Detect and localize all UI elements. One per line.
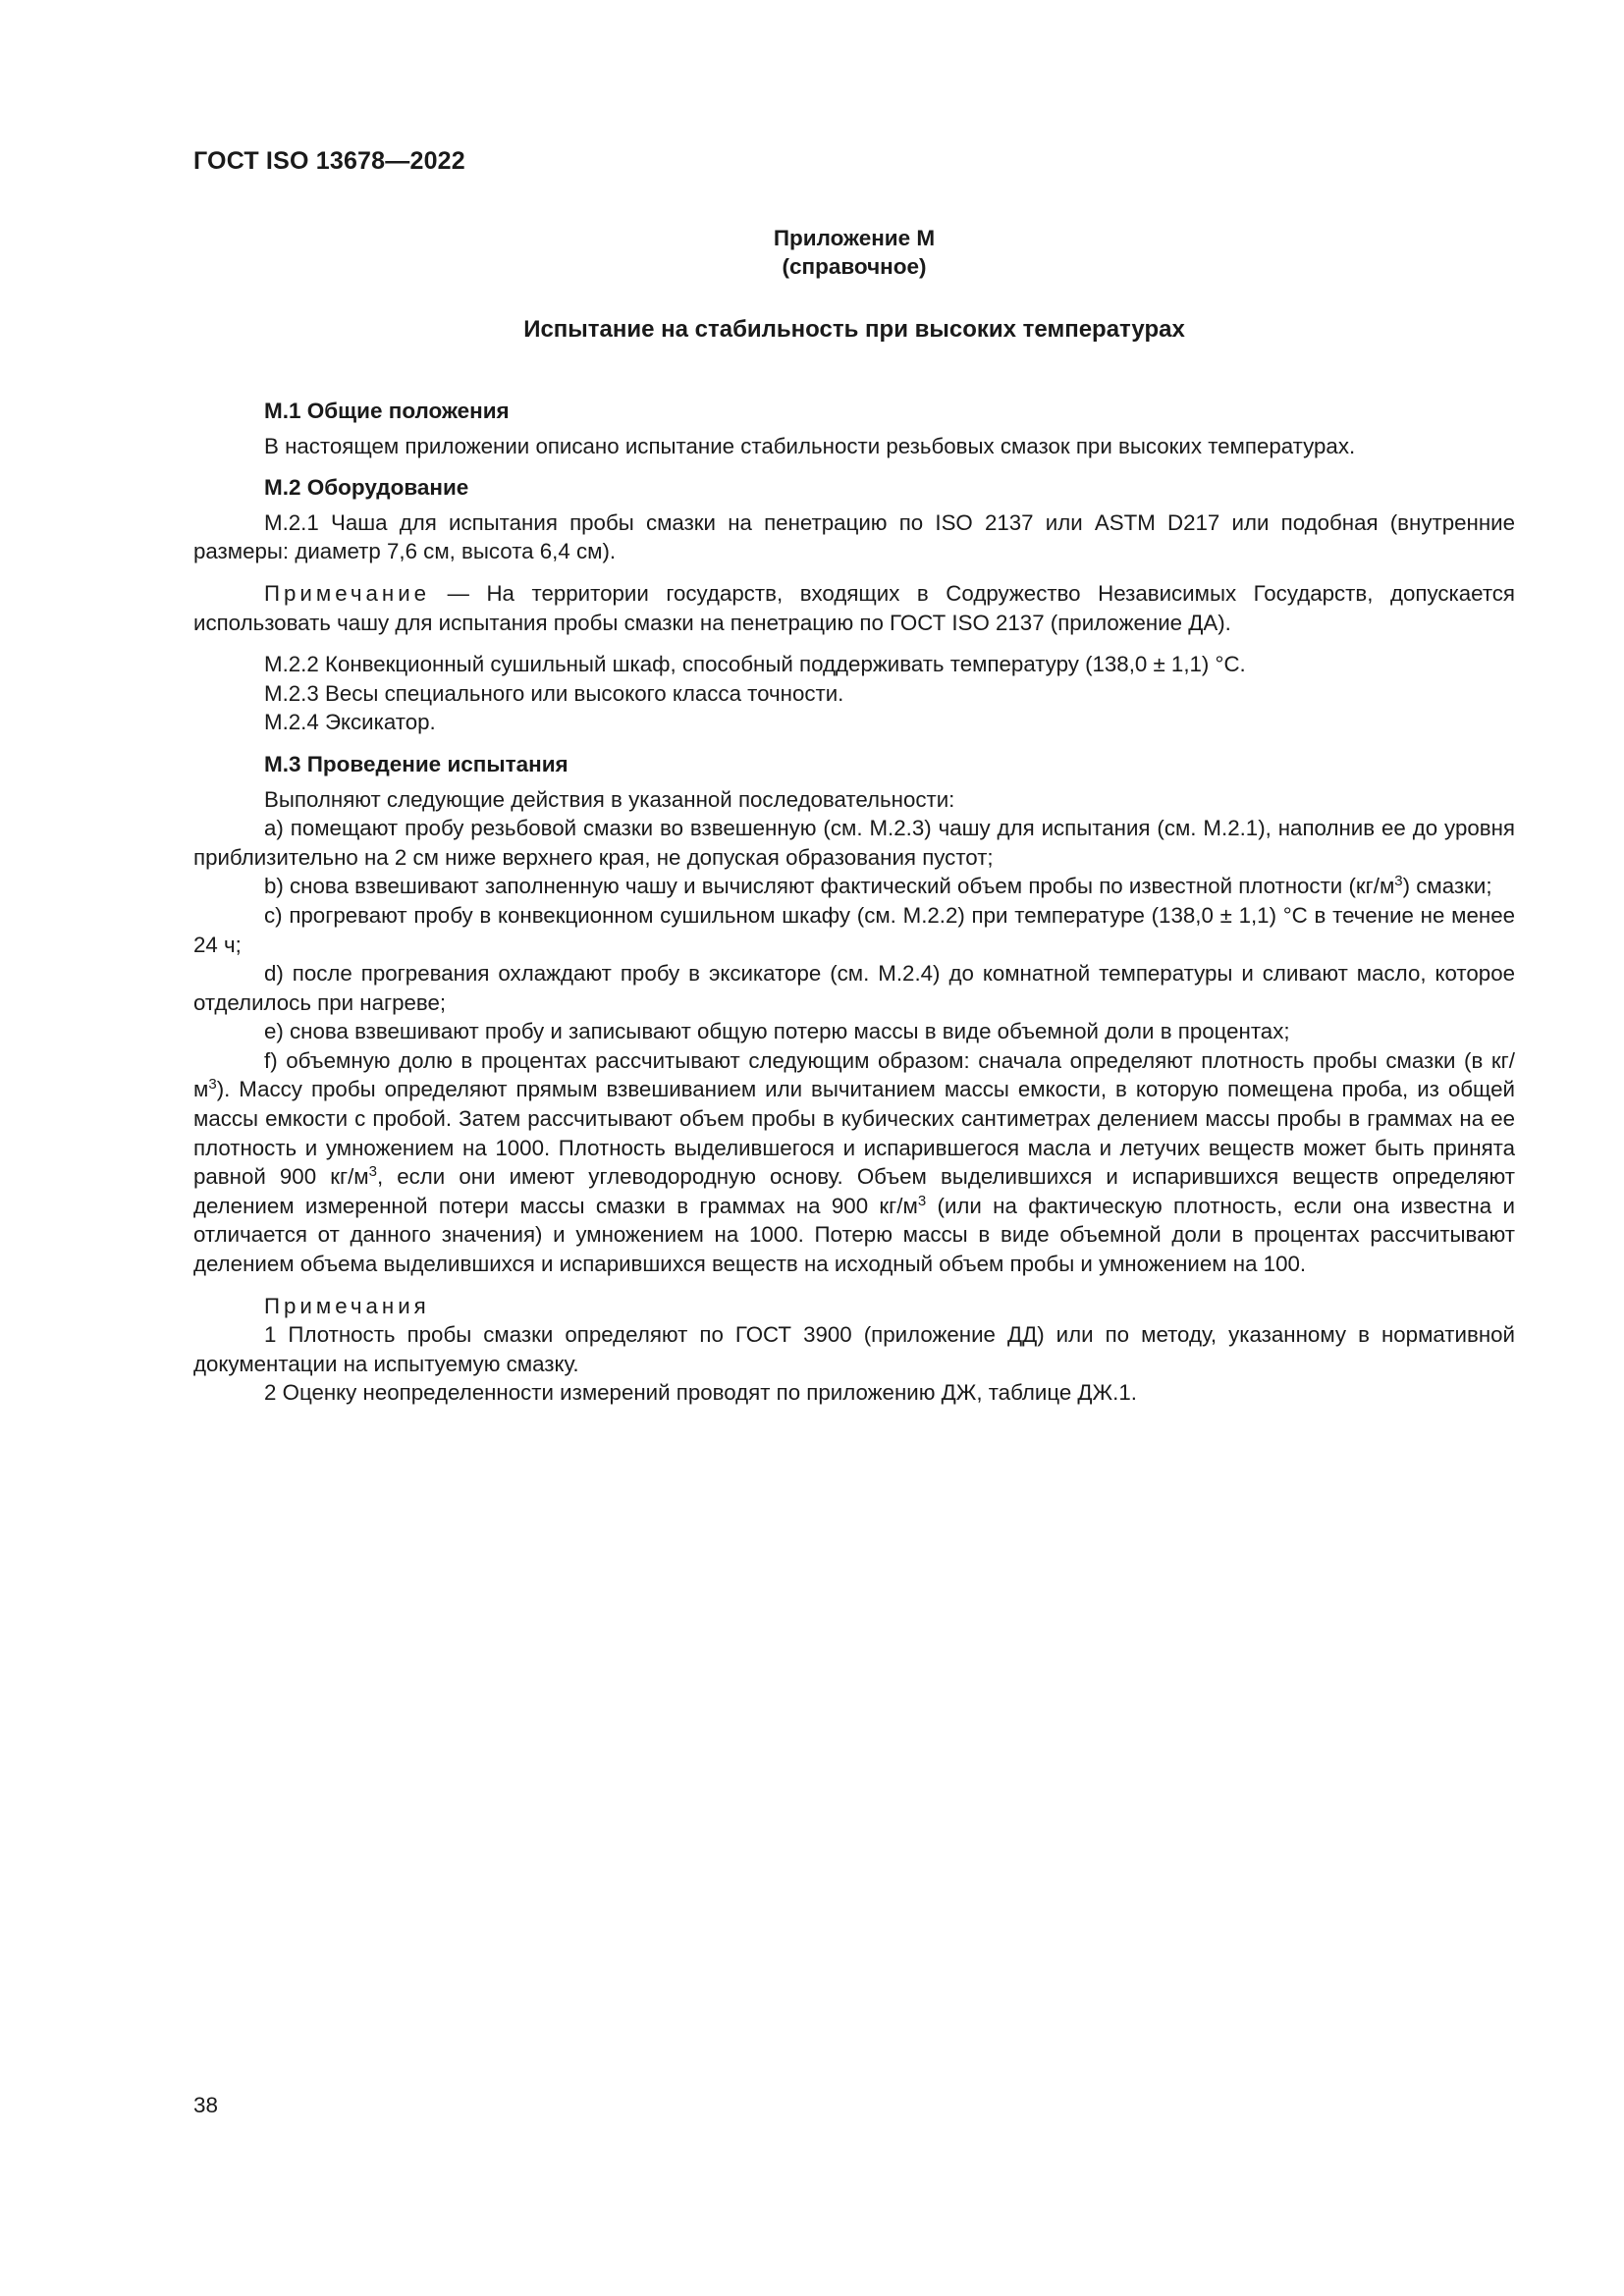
superscript: 3: [1394, 873, 1403, 890]
step-f-text-1: f) объемную долю в процентах рассчитывают следующим образом: сначала определяют плотность пробы смазки (в кг/м: [193, 1047, 1515, 1102]
document-body: [193, 397, 1515, 1408]
note-text: — На территории государств, входящих в Содружество Независимых Государств, допускается использовать чашу для испытания пробы смазки на пенетрацию по ГОСТ ISO 2137 (приложение ДА).: [193, 580, 1515, 635]
step-b-text-2: ) смазки;: [1402, 874, 1492, 899]
page-number: 38: [193, 2093, 219, 2117]
annex-name: Приложение М: [773, 226, 936, 250]
step-c: c) прогревают пробу в конвекционном сушильном шкафу (см. М.2.2) при температуре (138,0 ± 1,1) °С в течение не менее 24 ч;: [193, 902, 1515, 957]
step-f-text-4: (или на фактическую плотность, если она известна и отличается от данного значения) и умножением на 1000. Потерю массы в виде объемной доли в процентах рассчитывают делением объема выделившихся и испарившихся веществ на исходный объем пробы и умножением на 100.: [193, 1193, 1515, 1277]
annex-title: Испытание на стабильность при высоких температурах: [523, 316, 1185, 343]
superscript: 3: [208, 1076, 217, 1094]
note-2: 2 Оценку неопределенности измерений проводят по приложению ДЖ, таблице ДЖ.1.: [264, 1380, 1137, 1406]
step-b: [193, 872, 1515, 901]
document-header: ГОСТ ISO 13678—2022: [193, 147, 465, 175]
note-m2: [193, 579, 1515, 637]
section-m1-heading: М.1 Общие положения: [264, 399, 510, 423]
section-m2-heading: М.2 Оборудование: [264, 475, 469, 501]
notes-label-text: Примечания: [264, 1293, 430, 1318]
item-m2-1: М.2.1 Чаша для испытания пробы смазки на пенетрацию по ISO 2137 или ASTM D217 или подобная (внутренние размеры: диаметр 7,6 см, высота 6,4 см).: [193, 509, 1515, 564]
step-a: a) помещают пробу резьбовой смазки во взвешенную (см. М.2.3) чашу для испытания (см. М.2.1), наполнив ее до уровня приблизительно на 2 см ниже верхнего края, не допуская образования пустот;: [193, 816, 1515, 870]
note-1: 1 Плотность пробы смазки определяют по ГОСТ 3900 (приложение ДД) или по методу, указанному в нормативной документации на испытуемую смазку.: [193, 1322, 1515, 1376]
step-e: e) снова взвешивают пробу и записывают общую потерю массы в виде объемной доли в процентах;: [264, 1019, 1290, 1044]
superscript: 3: [368, 1163, 377, 1181]
step-d: d) после прогревания охлаждают пробу в эксикаторе (см. М.2.4) до комнатной температуры и сливают масло, которое отделилось при нагреве;: [193, 961, 1515, 1015]
item-m2-3: М.2.3 Весы специального или высокого класса точности.: [264, 680, 844, 706]
step-b-text-1: b) снова взвешивают заполненную чашу и вычисляют фактический объем пробы по известной плотности (кг/м: [264, 874, 1395, 899]
section-m3-intro: Выполняют следующие действия в указанной последовательности:: [264, 786, 955, 812]
annex-heading: [193, 224, 1515, 281]
step-f-text-2: ). Массу пробы определяют прямым взвешиванием или вычитанием массы емкости, в которую помещена проба, из общей массы емкости с пробой. Затем рассчитывают объем пробы в кубических сантиметрах делением массы пробы в граммах на ее плотность и умножением на 1000. Плотность выделившегося и испарившегося масла и летучих веществ может быть принята равной 900 кг/м: [193, 1077, 1515, 1190]
section-m1-text: В настоящем приложении описано испытание стабильности резьбовых смазок при высоких температурах.: [264, 433, 1356, 458]
item-m2-4: М.2.4 Эксикатор.: [264, 710, 436, 735]
step-f: [193, 1046, 1515, 1279]
item-m2-2: М.2.2 Конвекционный сушильный шкаф, способный поддерживать температуру (138,0 ± 1,1) °С.: [264, 652, 1246, 677]
section-m3-heading: М.3 Проведение испытания: [264, 751, 568, 776]
superscript: 3: [917, 1192, 927, 1209]
annex-kind: (справочное): [782, 254, 927, 279]
notes-label: [193, 1292, 1515, 1321]
note-label: Примечание: [264, 580, 431, 606]
step-f-text-3: , если они имеют углеводородную основу. Объем выделившихся и испарившихся веществ определяют делением измеренной потери массы смазки в граммах на 900 кг/м: [193, 1164, 1515, 1218]
